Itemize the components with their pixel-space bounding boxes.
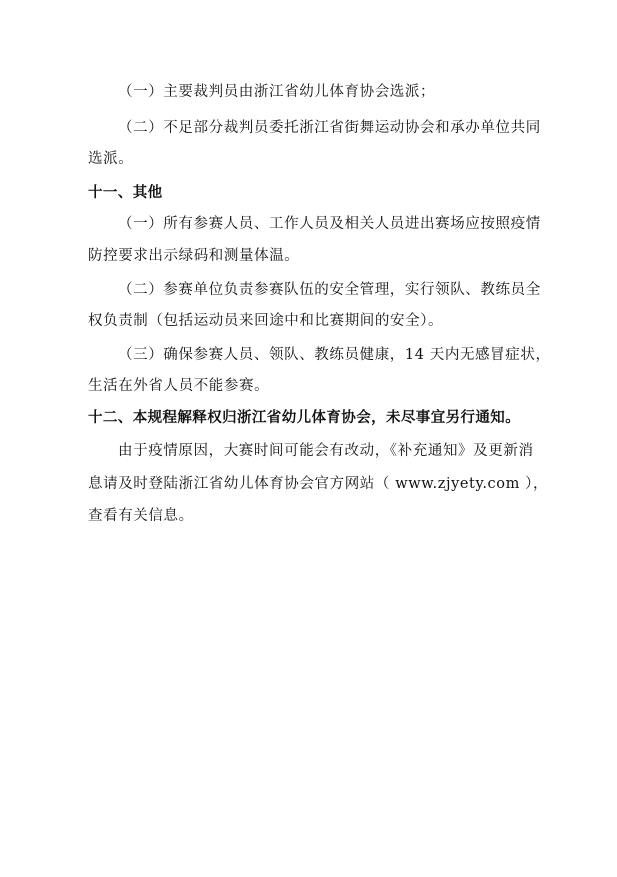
section11-item1-line1: （一）所有参赛人员、工作人员及相关人员进出赛场应按照疫情 — [118, 216, 541, 232]
section11-heading: 十一、其他 — [88, 185, 163, 201]
section10-item1: （一）主要裁判员由浙江省幼儿体育协会选派； — [118, 84, 436, 100]
section12-note-line3: 查看有关信息。 — [88, 508, 194, 524]
section11-item2-line1: （二）参赛单位负责参赛队伍的安全管理，实行领队、教练员全 — [118, 282, 541, 298]
section12-note-line2: 息请及时登陆浙江省幼儿体育协会官方网站（ www.zjyety.com ）， — [88, 476, 549, 492]
section11-item1-line2: 防控要求出示绿码和测量体温。 — [88, 248, 300, 264]
section11-item3-line1: （三）确保参赛人员、领队、教练员健康，14 天内无感冒症状， — [118, 347, 551, 363]
section11-item3-line2: 生活在外省人员不能参赛。 — [88, 378, 270, 394]
section10-item2-line1: （二）不足部分裁判员委托浙江省街舞运动协会和承办单位共同 — [118, 120, 541, 136]
section12-note-line1: 由于疫情原因，大赛时间可能会有改动，《补充通知》及更新消 — [118, 443, 534, 459]
section12-heading: 十二、本规程解释权归浙江省幼儿体育协会，未尽事宜另行通知。 — [88, 410, 521, 426]
section11-item2-line2: 权负责制（包括运动员来回途中和比赛期间的安全）。 — [88, 313, 444, 329]
section10-item2-line2: 选派。 — [88, 151, 134, 167]
